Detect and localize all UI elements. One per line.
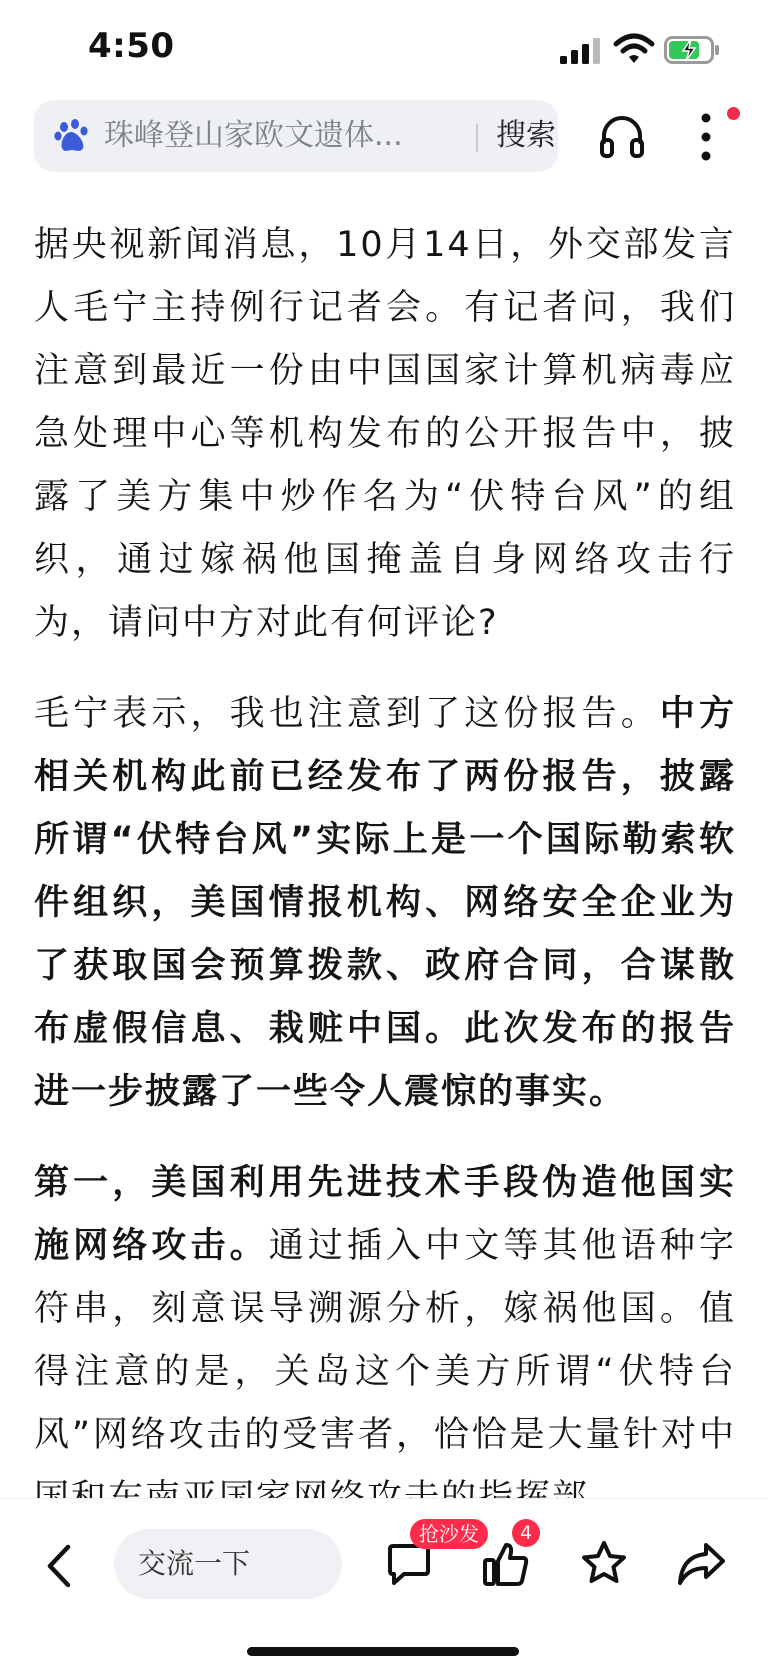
search-button[interactable]: 搜索	[496, 118, 556, 153]
comment-placeholder: 交流一下	[138, 1547, 251, 1580]
paragraph-1	[34, 214, 736, 655]
share-icon[interactable]	[676, 1541, 726, 1587]
wifi-icon	[614, 34, 654, 64]
like-count-badge: 4	[512, 1519, 540, 1547]
home-indicator	[247, 1647, 519, 1656]
signal-icon	[560, 38, 602, 64]
paragraph-3	[34, 1152, 736, 1530]
status-bar	[0, 0, 768, 96]
paragraph-3-bold-text: 第一，美国利用先进技术手段伪造他国实施网络攻击。	[34, 1163, 736, 1266]
search-bar[interactable]	[34, 100, 558, 172]
search-divider	[476, 124, 478, 152]
sofa-badge: 抢沙发	[410, 1519, 488, 1549]
notification-dot	[727, 107, 740, 120]
more-vertical-icon[interactable]	[696, 108, 716, 166]
paragraph-2-bold-text: 中方相关机构此前已经发布了两份报告，披露所谓“伏特台风”实际上是一个国际勒索软件组织，美国情报机构、网络安全企业为了获取国会预算拨款、政府合同，合谋散布虚假信息、栽赃中国。此次发布的报告进一步披露了一些令人震惊的事实。	[34, 694, 736, 1112]
comment-input[interactable]	[114, 1529, 342, 1599]
star-icon[interactable]	[580, 1539, 628, 1587]
paragraph-1-text: 据央视新闻消息，10月14日，外交部发言人毛宁主持例行记者会。有记者问，我们注意到最近一份由中国国家计算机病毒应急处理中心等机构发布的公开报告中，披露了美方集中炒作名为“伏特台风”的组织，通过嫁祸他国掩盖自身网络攻击行为，请问中方对此有何评论?	[34, 225, 736, 643]
baidu-paw-icon	[54, 118, 90, 154]
bottom-toolbar	[0, 1498, 768, 1664]
battery-charging-icon	[664, 36, 720, 64]
back-arrow-icon[interactable]	[40, 1541, 80, 1591]
headphone-icon[interactable]	[598, 112, 646, 160]
article-body	[34, 214, 736, 1494]
paragraph-2	[34, 683, 736, 1124]
comment-icon[interactable]	[386, 1543, 432, 1587]
status-time: 4:50	[88, 26, 175, 66]
search-input[interactable]: 珠峰登山家欧文遗体...	[104, 118, 403, 153]
thumbs-up-icon[interactable]	[482, 1541, 530, 1587]
paragraph-2-text: 毛宁表示，我也注意到了这份报告。	[34, 694, 660, 734]
paragraph-3-text: 通过插入中文等其他语种字符串，刻意误导溯源分析，嫁祸他国。值得注意的是，关岛这个美方所谓“伏特台风”网络攻击的受害者，恰恰是大量针对中	[34, 1226, 736, 1455]
